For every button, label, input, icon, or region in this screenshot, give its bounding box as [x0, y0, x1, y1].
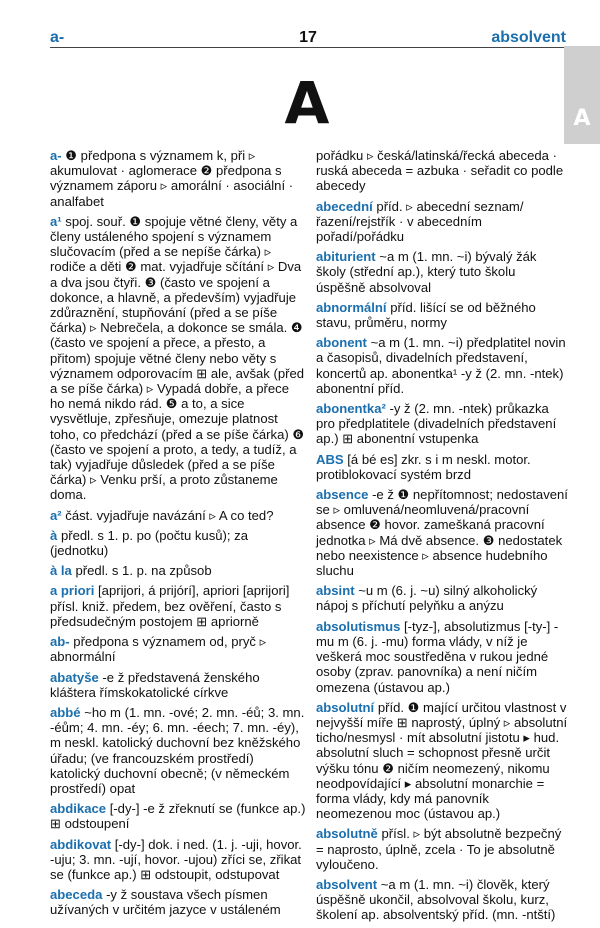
entry-definition: ~ho m (1. mn. -ové; 2. mn. -éů; 3. mn. -éům; 4. mn. -éy; 6. mn. -éech; 7. mn. -éy), m neskl. katolický duchovní bez kněžského úřadu; (ve francouzském prostředí) katolický duchovní obecně; (v německém prostředí) opat: [50, 704, 305, 796]
entry-definition: pořádku ▹ česká/latinská/řecká abeceda · ruská abeceda = azbuka · seřadit co podle abecedy: [316, 148, 564, 194]
entry-definition: přísl. ▹ být absolutně bezpečný = naprosto, úplně, zcela · To je absolutně vyloučeno.: [316, 826, 562, 872]
entry-headword: ABS: [316, 451, 344, 467]
entry-definition: příd. ▹ abecední seznam/řazení/rejstřík · v abecedním pořadí/pořádku: [316, 198, 524, 245]
entry-definition: ~a m (1. mn. ~i) člověk, který úspěšně ukončil, absolvoval školu, kurz, školení ap. absolventský příd. (mn. -ntští): [316, 876, 556, 923]
entry-definition: [-tyz-], absolutizmus [-ty-] -mu m (6. j. -mu) forma vlády, v níž je veškerá moc soustředěna v rukou jedné osoby (zprav. panovníka) a není ničím omezena (ústavou ap.): [316, 618, 559, 695]
entry-headword: abdikace: [50, 801, 107, 817]
entry-headword: absolutismus: [316, 618, 401, 634]
entry-definition: předl. s 1. p. po (počtu kusů); za (jednotku): [50, 527, 248, 559]
entry-definition: ~a m (1. mn. ~i) předplatitel novin a časopisů, divadelních představení, koncertů ap. abonentka¹ -y ž (2. mn. -ntek) abonentní příd.: [316, 335, 566, 396]
entry-headword: absint: [316, 583, 355, 599]
entry-definition: příd. lišící se od běžného stavu, průměru, normy: [316, 299, 536, 331]
dictionary-entry: [316, 487, 568, 578]
left-column: [50, 148, 306, 923]
entry-definition: předl. s 1. p. na způsob: [75, 563, 212, 579]
entry-definition: [aprijori, á prijórí], apriori [aprijori] přísl. kniž. předem, bez ověření, často s předsudečným postojem ⊞ apriorně: [50, 583, 290, 629]
entry-headword: abatyše: [50, 669, 99, 685]
dictionary-entry: [316, 148, 568, 194]
entry-definition: ❶ předpona s významem k, při ▹ akumulovat · aglomerace ❷ předpona s významem záporu ▹ amorální · asociální · analfabet: [50, 148, 294, 209]
dictionary-entry: [316, 300, 568, 330]
entry-headword: a-: [50, 148, 62, 163]
dictionary-entry: [50, 563, 306, 578]
entry-headword: a¹: [50, 213, 62, 229]
dictionary-entry: [50, 634, 306, 664]
dictionary-entry: [316, 249, 568, 295]
entry-definition: -y ž (2. mn. -ntek) průkazka pro předplatitele (divadelních představení ap.) ⊞ abonentní vstupenka: [316, 401, 557, 447]
entry-headword: à: [50, 527, 58, 543]
entry-headword: ab-: [50, 634, 70, 650]
entry-headword: abbé: [50, 704, 81, 720]
entry-headword: abecední: [316, 198, 373, 214]
entry-headword: abonentka²: [316, 401, 386, 417]
dictionary-entry: [50, 508, 306, 523]
entry-definition: spoj. souř. ❶ spojuje větné členy, věty a členy ustáleného spojení s významem slučovacím (před a se nepíše čárka) ▹ rodiče a děti ❷ mat. vyjadřuje sčítání ▹ Dva a dva jsou čtyři. ❸ (často ve spojení a dokonce, a hlavně, a především) vyjadřuje zdůraznění, stupňování (před a se píše čárka) ▹ Nebrečela, a dokonce se smála. ❹ (často ve spojení a přece, a přesto, a přitom) spojuje větné členy nebo věty s významem odporovacím ⊞ ale, avšak (před a se píše čárka) ▹ Vypadá dobře, a přece ho nemá nikdo rád. ❺ a to, a sice vysvětluje, zpřesňuje, omezuje platnost toho, co předchází (před a se píše čárka) ❻ (často ve spojení a proto, a tedy, a tudíž, a tak) vyjadřuje důsledek (před a se píše čárka) ▹ Venku prší, a proto zůstaneme doma.: [50, 213, 305, 503]
entry-definition: ~u m (6. j. ~u) silný alkoholický nápoj s příchutí pelyňku a anýzu: [316, 583, 538, 614]
entry-definition: [á bé es] zkr. s i m neskl. motor. protiblokovací systém brzd: [316, 451, 531, 482]
dictionary-entry: [316, 826, 568, 872]
entry-definition: -e ž představená ženského kláštera římskokatolické církve: [50, 669, 260, 700]
dictionary-entry: [316, 452, 568, 482]
dictionary-entry: [50, 837, 306, 883]
entry-headword: à la: [50, 563, 72, 579]
dictionary-entry: [50, 214, 306, 503]
running-header: [50, 29, 566, 45]
entry-definition: -e ž ❶ nepřítomnost; nedostavení se ▹ omluvená/neomluvená/pracovní absence ❷ hovor. zameškaná pracovní jednotka ▹ Má dvě absence. ❸ nedostatek nebo neexistence ▹ absence hudebního sluchu: [316, 487, 568, 579]
thumb-index-letter: A: [573, 106, 591, 131]
dictionary-entry: [316, 199, 568, 245]
entry-definition: [-dy-] dok. i ned. (1. j. -uji, hovor. -uju; 3. mn. -ují, hovor. -ujou) zříci se, zřikat se (funkce ap.) ⊞ odstoupit, odstupovat: [50, 836, 302, 882]
dictionary-entry: [50, 705, 306, 796]
entry-headword: abonent: [316, 335, 367, 351]
entry-headword: absolvent: [316, 876, 378, 892]
dictionary-entry: [50, 148, 306, 209]
dictionary-entry: [50, 670, 306, 700]
right-column: [316, 148, 568, 928]
dictionary-entry: [316, 619, 568, 695]
entry-definition: část. vyjadřuje navázání ▹ A co ted?: [65, 507, 274, 523]
header-first-word: a-: [50, 29, 65, 46]
page-number: 17: [299, 29, 317, 46]
dictionary-entry: [50, 801, 306, 831]
entry-definition: [-dy-] -e ž zřeknutí se (funkce ap.) ⊞ odstoupení: [50, 801, 306, 832]
dictionary-entry: [50, 583, 306, 629]
entry-headword: absolutně: [316, 826, 378, 842]
dictionary-entry: [316, 335, 568, 396]
entry-headword: a²: [50, 507, 62, 523]
entry-definition: předpona s významem od, pryč ▹ abnormální: [50, 634, 267, 665]
entry-definition: příd. ❶ mající určitou vlastnost v nejvyšší míře ⊞ naprostý, úplný ▹ absolutní ticho/nesmysl · mít absolutní jistotu ▸ hud. absolutní sluch = schopnost přesně určit výšku tónu ❷ ničím neomezený, nikomu neodpovídající ▸ absolutní monarchie = forma vlády, kdy má panovník neomezenou moc (ústavou ap.): [316, 699, 568, 822]
dictionary-entry: [316, 401, 568, 447]
dictionary-entry: [316, 877, 568, 923]
entry-headword: a priori: [50, 583, 95, 599]
entry-headword: abeceda: [50, 887, 103, 903]
entry-headword: abnormální: [316, 299, 387, 315]
header-rule: [50, 47, 566, 48]
dictionary-entry: [316, 583, 568, 613]
section-letter: A: [284, 69, 330, 137]
entry-definition: ~a m (1. mn. ~i) bývalý žák školy (střední ap.), který tuto školu úspěšně absolvoval: [316, 249, 537, 295]
entry-definition: -y ž soustava všech písmen užívaných v určitém jazyce v ustáleném: [50, 887, 281, 918]
dictionary-entry: [316, 700, 568, 822]
dictionary-entry: [50, 887, 306, 917]
entry-headword: absolutní: [316, 699, 375, 715]
entry-headword: abdikovat: [50, 836, 112, 852]
dictionary-entry: [50, 528, 306, 558]
entry-headword: abiturient: [316, 249, 376, 265]
entry-headword: absence: [316, 487, 369, 503]
header-last-word: absolvent: [491, 29, 566, 46]
